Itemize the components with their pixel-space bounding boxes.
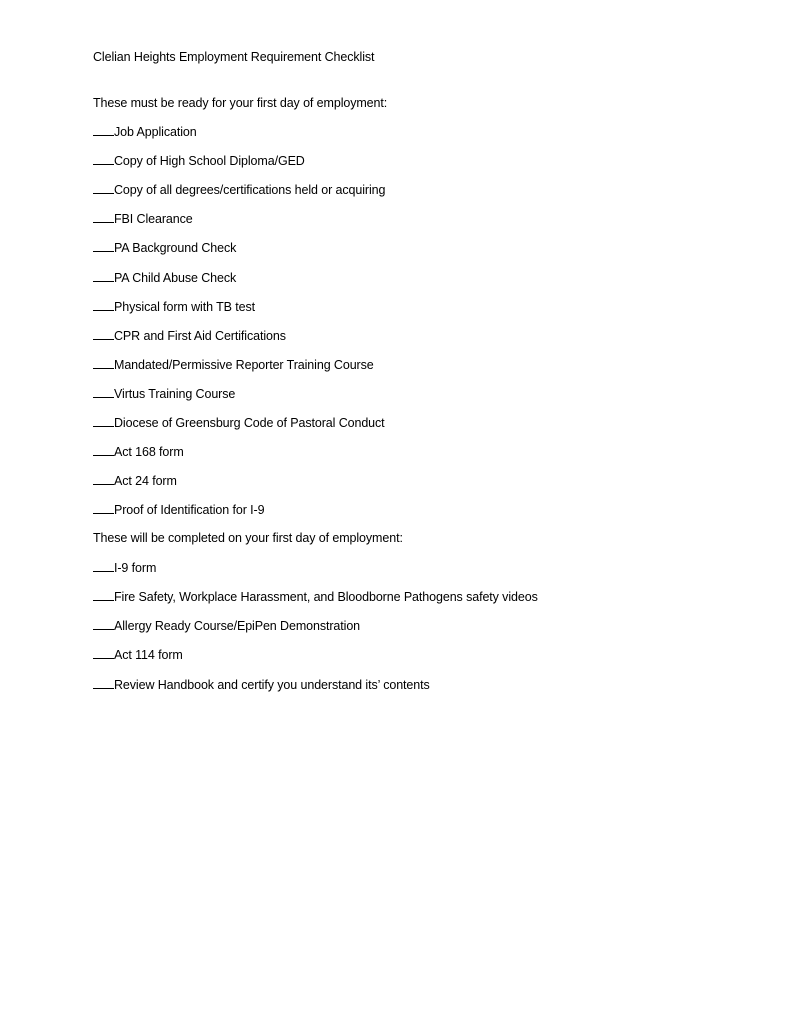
section-heading-on-first-day: These will be completed on your first day of employment: [93,531,403,545]
checkbox-blank[interactable] [93,589,114,601]
checkbox-blank[interactable] [93,415,114,427]
checklist-item [93,357,374,373]
checkbox-blank[interactable] [93,124,114,136]
checklist-item-label: CPR and First Aid Certifications [114,329,286,343]
checkbox-blank[interactable] [93,618,114,630]
checklist-item-label: Copy of all degrees/certifications held or acquiring [114,183,386,197]
checklist-item-label: Job Application [114,125,197,139]
checklist-item [93,647,183,663]
checklist-item-label: Mandated/Permissive Reporter Training Course [114,358,374,372]
checkbox-blank[interactable] [93,357,114,369]
checklist-item [93,124,197,140]
checkbox-blank[interactable] [93,647,114,659]
document-title: Clelian Heights Employment Requirement Checklist [93,50,375,64]
checklist-item [93,270,236,286]
checklist-item [93,211,193,227]
checklist-item-label: Copy of High School Diploma/GED [114,154,305,168]
checklist-item-label: Proof of Identification for I-9 [114,503,265,517]
checklist-item-label: PA Background Check [114,241,237,255]
checklist-item [93,444,184,460]
checklist-item-label: Physical form with TB test [114,300,255,314]
checklist-item [93,618,360,634]
checkbox-blank[interactable] [93,502,114,514]
checklist-item [93,415,385,431]
checkbox-blank[interactable] [93,473,114,485]
checkbox-blank[interactable] [93,444,114,456]
section-heading-before-first-day: These must be ready for your first day of employment: [93,96,388,110]
checklist-item [93,677,430,693]
checklist-item-label: Fire Safety, Workplace Harassment, and Bloodborne Pathogens safety videos [114,590,538,604]
checklist-item-label: Allergy Ready Course/EpiPen Demonstration [114,619,361,633]
checkbox-blank[interactable] [93,240,114,252]
checkbox-blank[interactable] [93,560,114,572]
checkbox-blank[interactable] [93,211,114,223]
checklist-item-label: Virtus Training Course [114,387,236,401]
checklist-item-label: Review Handbook and certify you understand its’ contents [114,678,430,692]
checkbox-blank[interactable] [93,153,114,165]
checkbox-blank[interactable] [93,328,114,340]
checkbox-blank[interactable] [93,386,114,398]
checkbox-blank[interactable] [93,677,114,689]
checklist-item [93,182,385,198]
checklist-item-label: I-9 form [114,561,157,575]
checklist-item-label: Act 168 form [114,445,184,459]
checklist-item [93,240,236,256]
checklist-item-label: Act 24 form [114,474,177,488]
checklist-item-label: FBI Clearance [114,212,193,226]
checklist-item-label: PA Child Abuse Check [114,271,237,285]
checklist-item [93,473,177,489]
checkbox-blank[interactable] [93,299,114,311]
checklist-item-label: Act 114 form [114,648,183,662]
checklist-item [93,502,264,518]
checklist-item-label: Diocese of Greensburg Code of Pastoral Conduct [114,416,385,430]
checkbox-blank[interactable] [93,270,114,282]
checklist-item [93,560,156,576]
checklist-item [93,386,235,402]
checklist-item [93,589,538,605]
checkbox-blank[interactable] [93,182,114,194]
checklist-item [93,328,286,344]
checklist-item [93,153,305,169]
checklist-item [93,299,255,315]
